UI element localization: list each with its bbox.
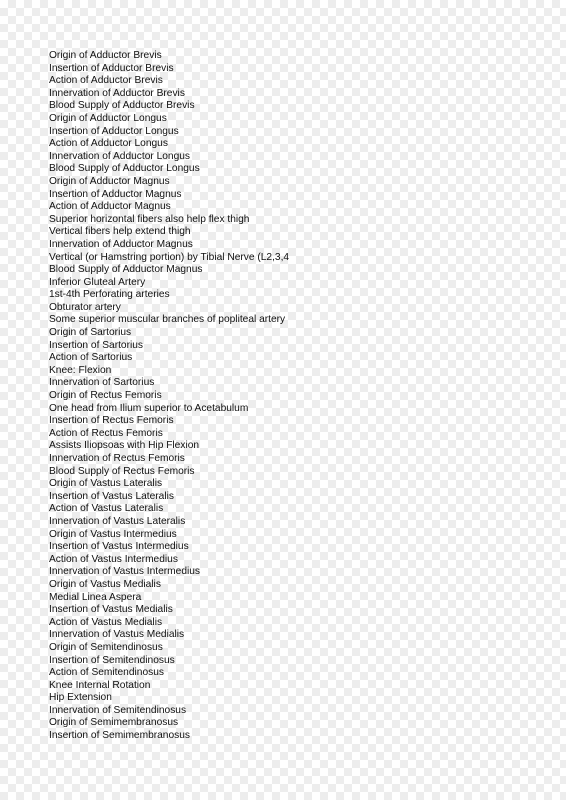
document-line: Insertion of Sartorius — [49, 339, 143, 351]
document-line: Action of Semitendinosus — [49, 667, 164, 679]
document-line: Insertion of Vastus Intermedius — [49, 541, 189, 553]
document-line: Action of Rectus Femoris — [49, 427, 163, 439]
document-line: Action of Adductor Brevis — [49, 75, 163, 87]
document-line: 1st-4th Perforating arteries — [49, 289, 170, 301]
document-line: Insertion of Semitendinosus — [49, 654, 175, 666]
document-line: Knee Internal Rotation — [49, 679, 151, 691]
document-line: Action of Adductor Longus — [49, 138, 168, 150]
document-line: Origin of Semitendinosus — [49, 641, 163, 653]
document-line: Insertion of Adductor Brevis — [49, 62, 174, 74]
document-line: Knee: Flexion — [49, 364, 112, 376]
document-line: Innervation of Rectus Femoris — [49, 453, 185, 464]
document-line: Origin of Adductor Magnus — [49, 175, 170, 187]
document-line: Innervation of Vastus Lateralis — [49, 515, 186, 527]
document-line: Insertion of Vastus Medialis — [49, 604, 173, 616]
document-line: Innervation of Vastus Intermedius — [49, 566, 201, 578]
document-line: Action of Vastus Medialis — [49, 616, 163, 628]
document-line: Innervation of Semitendinosus — [49, 704, 187, 716]
document-line: One head from Ilium superior to Acetabulum — [49, 402, 249, 414]
document-line: Innervation of Adductor Longus — [49, 150, 191, 162]
document-text-column — [49, 50, 294, 743]
document-line: Blood Supply of Adductor Longus — [49, 163, 200, 175]
document-line: Action of Vastus Intermedius — [49, 553, 178, 565]
document-line: Origin of Rectus Femoris — [49, 390, 162, 402]
document-line: Vertical fibers help extend thigh — [49, 226, 191, 238]
document-line: Assists Iliopsoas with Hip Flexion — [49, 440, 200, 452]
document-line: Insertion of Rectus Femoris — [49, 415, 174, 427]
document-line: Insertion of Adductor Magnus — [49, 188, 182, 200]
document-line: Superior horizontal fibers also help flex thigh — [49, 213, 250, 225]
document-line: Obturator artery — [49, 301, 121, 313]
document-line: Blood Supply of Adductor Magnus — [49, 264, 203, 276]
document-line: Insertion of Adductor Longus — [49, 125, 179, 137]
document-line: Innervation of Adductor Magnus — [49, 238, 193, 250]
document-line: Origin of Vastus Lateralis — [49, 478, 163, 490]
document-line: Origin of Adductor Longus — [49, 112, 167, 124]
document-line: Innervation of Adductor Brevis — [49, 87, 185, 99]
document-line: Insertion of Vastus Lateralis — [49, 490, 174, 502]
document-line: Action of Adductor Magnus — [49, 201, 171, 213]
document-line: Innervation of Vastus Medialis — [49, 629, 185, 641]
document-line: Origin of Semimembranosus — [49, 717, 179, 729]
document-line: Insertion of Semimembranosus — [49, 730, 190, 742]
document-line: Inferior Gluteal Artery — [49, 276, 146, 288]
document-line: Action of Vastus Lateralis — [49, 503, 164, 515]
document-line: Some superior muscular branches of popliteal artery — [49, 314, 286, 326]
document-line: Origin of Vastus Intermedius — [49, 528, 177, 540]
document-line: Origin of Adductor Brevis — [49, 50, 162, 61]
document-line: Action of Sartorius — [49, 352, 133, 364]
document-line: Hip Extension — [49, 692, 112, 704]
document-line: Vertical (or Hamstring portion) by Tibial Nerve (L2,3,4 — [49, 251, 290, 263]
document-line: Origin of Sartorius — [49, 327, 132, 339]
document-line: Medial Linea Aspera — [49, 591, 142, 603]
document-line: Blood Supply of Adductor Brevis — [49, 100, 195, 112]
document-line: Blood Supply of Rectus Femoris — [49, 465, 195, 477]
document-line: Origin of Vastus Medialis — [49, 578, 161, 590]
document-line: Innervation of Sartorius — [49, 377, 155, 389]
